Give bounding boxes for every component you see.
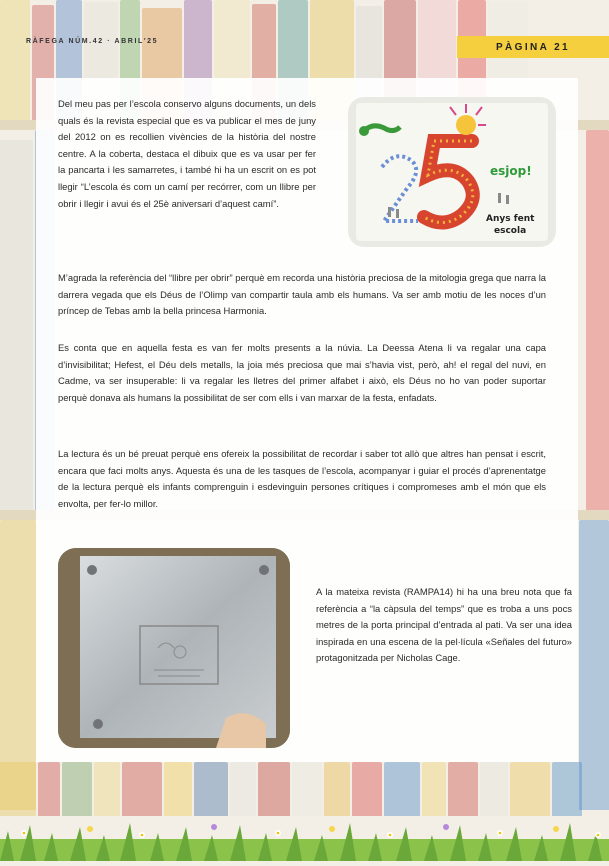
drawing-caption-line1: Anys fent xyxy=(486,214,535,224)
paragraph-wedding-gifts: Es conta que en aquella festa es van fer molts presents a la núvia. La Deessa Atena li va regalar una capa d’invisibilitat; Hefest, el Déu dels metalls, la joia més preciosa que mai s’havia vist, però, ah! el regal del nuvi, en Cadme, va ser insuperable: li va regalar les lletres del primer alfabet i això, els Déus no ho van poder suportar perquè donava als humans la possibilitat de ser com ells i van marxar de la festa, enfadats. xyxy=(58,342,546,403)
grass-illustration xyxy=(0,811,609,861)
book-row-bottom-spines xyxy=(0,762,609,816)
anniversary-drawing-illustration xyxy=(348,97,556,247)
time-capsule-plaque-illustration xyxy=(58,548,290,748)
page-number-label: PÀGINA 21 xyxy=(495,41,571,53)
publication-issue-label: RÀFEGA NÚM.42 · ABRIL'25 xyxy=(26,38,159,45)
paragraph-intro: Del meu pas per l’escola conservo alguns documents, un dels quals és la revista especial que es va publicar el mes de juny del 2012 on es recollien vivències de la història del nostre centre. A la coberta, destaca el dibuix que es va usar per fer la pancarta i les samarretes, i també hi ha un escrit on es pot llegir “L’escola és com un camí per recórrer, com un llibre per obrir i llegir i avui és el 25è aniversari d’aquest camí”. xyxy=(58,98,316,209)
paragraph-mythology: M’agrada la referència del “llibre per obrir” perquè em recorda una història preciosa de la mitologia grega que narra la darrera vegada que els Déus de l’Olimp van compartir taula amb els humans. Va ser amb motiu de les noces d’un príncep de Tebas amb la bella princesa Harmonia. xyxy=(58,272,546,317)
paragraph-reading: La lectura és un bé preuat perquè ens ofereix la possibilitat de recordar i saber tot allò que altres han pensat i escrit, encara que faci molts anys. Aquesta és una de les tasques de l’escola, acompanyar i guiar el procés d’aprenentatge de la lectura perquè els infants comprenguin i esdevinguin persones crítiques i compromeses amb el món que els envolta, per fer-lo millor. xyxy=(58,448,546,509)
drawing-exclaim-text: esjop! xyxy=(490,164,532,178)
grass-flowers-decoration xyxy=(0,811,609,861)
paragraph-time-capsule: A la mateixa revista (RAMPA14) hi ha una breu nota que fa referència a “la càpsula del temps” que es troba a uns pocs metres de la porta principal d’entrada al pati. Va ser una idea inspirada en una escena de la pel·lícula «Señales del futuro» protagonitzada per Nicholas Cage. xyxy=(316,586,572,664)
page-number-tab xyxy=(457,36,609,58)
drawing-caption-line2: escola xyxy=(494,226,527,236)
anniversary-drawing-image xyxy=(348,97,556,247)
time-capsule-plaque-image xyxy=(58,548,290,748)
